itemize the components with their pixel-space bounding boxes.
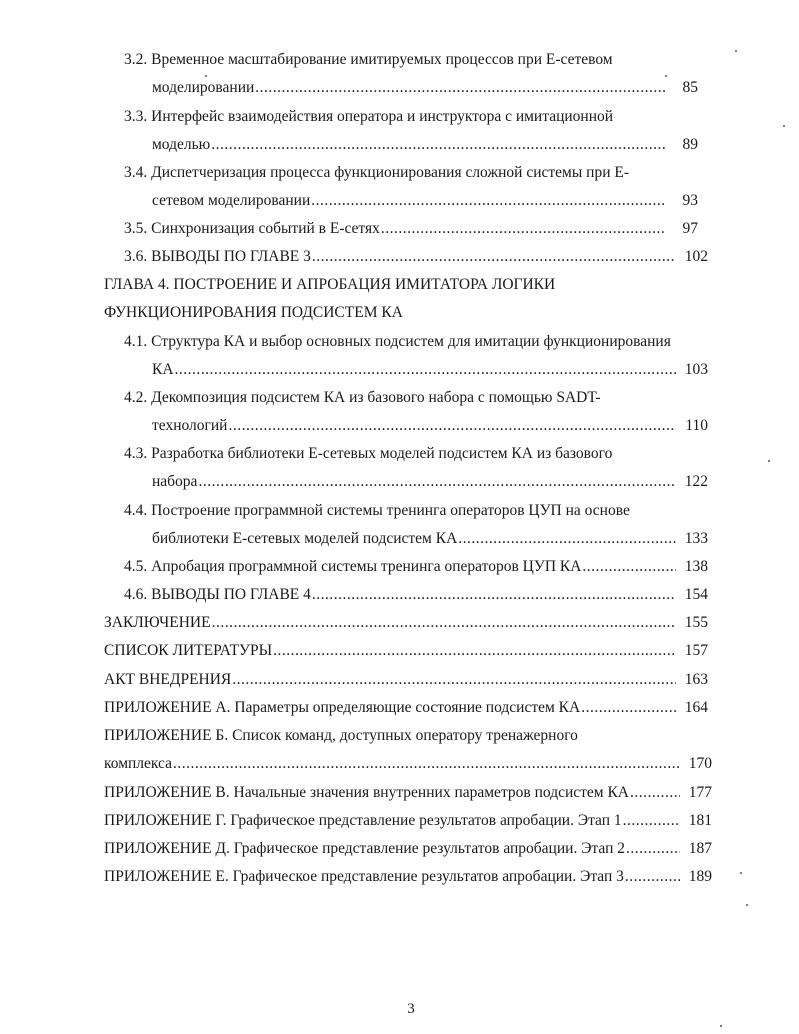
toc-entry-text: 4.5. Апробация программной системы тренинга операторов ЦУП КА bbox=[124, 558, 582, 575]
toc-page-number: 157 bbox=[684, 642, 708, 659]
toc-page-number: 187 bbox=[688, 840, 712, 857]
leader-dots bbox=[273, 640, 676, 662]
leader-dots bbox=[228, 415, 676, 437]
scan-speck bbox=[746, 904, 748, 906]
toc-entry-text: КА bbox=[152, 361, 174, 378]
toc-entry-3-5[interactable] bbox=[124, 218, 698, 240]
leader-dots bbox=[232, 669, 676, 691]
scan-speck bbox=[665, 75, 667, 77]
toc-page-number: 85 bbox=[682, 79, 698, 96]
leader-dots bbox=[211, 134, 666, 156]
toc-entry-4-1-title: 4.1. Структура КА и выбор основных подсистем для имитации функционирования bbox=[124, 333, 671, 350]
toc-entry-text: сетевом моделировании bbox=[152, 192, 311, 209]
toc-entry-3-4[interactable] bbox=[152, 190, 698, 212]
toc-entry-text: комплекса bbox=[104, 755, 173, 772]
page-number: 3 bbox=[407, 1001, 415, 1017]
toc-page-number: 170 bbox=[688, 755, 712, 772]
scan-speck bbox=[720, 1025, 722, 1027]
toc-entry-text: технологий bbox=[152, 417, 228, 434]
toc-entry-appendix-e[interactable] bbox=[104, 866, 712, 888]
toc-entry-appendix-v[interactable] bbox=[104, 782, 712, 804]
leader-dots bbox=[311, 190, 666, 212]
toc-page-number: 189 bbox=[688, 868, 712, 885]
leader-dots bbox=[625, 866, 680, 888]
scan-speck bbox=[768, 460, 770, 462]
toc-entry-text: библиотеки Е-сетевых моделей подсистем КА bbox=[152, 530, 458, 547]
toc-entry-conclusion[interactable] bbox=[104, 612, 708, 634]
toc-entry-text: набора bbox=[152, 473, 198, 490]
toc-page-number: 93 bbox=[682, 192, 698, 209]
toc-page-number: 133 bbox=[684, 530, 708, 547]
leader-dots bbox=[255, 77, 666, 99]
toc-entry-references[interactable] bbox=[104, 640, 708, 662]
toc-entry-appendix-b[interactable] bbox=[104, 753, 712, 775]
toc-entry-4-3[interactable] bbox=[152, 471, 708, 493]
toc-page-number: 122 bbox=[684, 473, 708, 490]
toc-entry-appendix-a[interactable] bbox=[104, 697, 708, 719]
toc-entry-text: АКТ ВНЕДРЕНИЯ bbox=[104, 671, 232, 688]
scan-speck bbox=[735, 50, 737, 52]
toc-page-number: 181 bbox=[688, 812, 712, 829]
toc-entry-text: 3.5. Синхронизация событий в Е-сетях bbox=[124, 220, 380, 237]
chapter-4-heading[interactable]: ГЛАВА 4. ПОСТРОЕНИЕ И АПРОБАЦИЯ ИМИТАТОРА ЛОГИКИ bbox=[104, 276, 556, 293]
leader-dots bbox=[381, 218, 666, 240]
scan-speck bbox=[783, 125, 785, 127]
leader-dots bbox=[175, 359, 676, 381]
toc-entry-3-6[interactable] bbox=[124, 246, 708, 268]
toc-entry-4-6[interactable] bbox=[124, 584, 708, 606]
toc-entry-text: моделью bbox=[152, 136, 211, 153]
toc-entry-4-3-title: 4.3. Разработка библиотеки Е-сетевых моделей подсистем КА из базового bbox=[124, 445, 613, 462]
leader-dots bbox=[212, 612, 676, 634]
toc-entry-4-5[interactable] bbox=[124, 556, 708, 578]
leader-dots bbox=[581, 697, 676, 719]
toc-entry-text: моделировании bbox=[152, 79, 255, 96]
toc-entry-text: СПИСОК ЛИТЕРАТУРЫ bbox=[104, 642, 273, 659]
toc-entry-4-1[interactable] bbox=[152, 359, 708, 381]
leader-dots bbox=[312, 584, 676, 606]
toc-page-number: 163 bbox=[684, 671, 708, 688]
leader-dots bbox=[173, 753, 680, 775]
leader-dots bbox=[312, 246, 676, 268]
toc-entry-text: ПРИЛОЖЕНИЕ Е. Графическое представление результатов апробации. Этап 3 bbox=[104, 868, 624, 885]
toc-entry-appendix-d[interactable] bbox=[104, 838, 712, 860]
toc-page-number: 177 bbox=[688, 784, 712, 801]
toc-page-number: 97 bbox=[682, 220, 698, 237]
toc-entry-4-2[interactable] bbox=[152, 415, 708, 437]
leader-dots bbox=[630, 782, 680, 804]
toc-entry-text: ПРИЛОЖЕНИЕ В. Начальные значения внутренних параметров подсистем КА bbox=[104, 784, 630, 801]
toc-page-number: 103 bbox=[684, 361, 708, 378]
leader-dots bbox=[582, 556, 676, 578]
toc-entry-3-4-title: 3.4. Диспетчеризация процесса функционирования сложной системы при Е- bbox=[124, 164, 629, 181]
toc-page-number: 102 bbox=[684, 248, 708, 265]
toc-entry-text: 4.6. ВЫВОДЫ ПО ГЛАВЕ 4 bbox=[124, 586, 311, 603]
leader-dots bbox=[626, 838, 680, 860]
toc-entry-4-4-title: 4.4. Построение программной системы тренинга операторов ЦУП на основе bbox=[124, 502, 630, 519]
leader-dots bbox=[623, 810, 680, 832]
scan-speck bbox=[205, 75, 207, 77]
toc-entry-3-2-title: 3.2. Временное масштабирование имитируемых процессов при Е-сетевом bbox=[124, 51, 613, 68]
toc-entry-3-2[interactable] bbox=[152, 77, 698, 99]
toc-entry-3-3-title: 3.3. Интерфейс взаимодействия оператора и инструктора с имитационной bbox=[124, 108, 614, 125]
toc-entry-text: ЗАКЛЮЧЕНИЕ bbox=[104, 614, 211, 631]
toc-entry-text: ПРИЛОЖЕНИЕ А. Параметры определяющие состояние подсистем КА bbox=[104, 699, 581, 716]
toc-entry-4-4[interactable] bbox=[152, 528, 708, 550]
toc-page-number: 154 bbox=[684, 586, 708, 603]
toc-entry-appendix-b-title: ПРИЛОЖЕНИЕ Б. Список команд, доступных оператору тренажерного bbox=[104, 727, 578, 744]
toc-entry-text: ПРИЛОЖЕНИЕ Г. Графическое представление результатов апробации. Этап 1 bbox=[104, 812, 622, 829]
toc-entry-appendix-g[interactable] bbox=[104, 810, 712, 832]
leader-dots bbox=[198, 471, 676, 493]
toc-page-number: 89 bbox=[682, 136, 698, 153]
scan-speck bbox=[740, 872, 742, 874]
toc-entry-4-2-title: 4.2. Декомпозиция подсистем КА из базового набора с помощью SADT- bbox=[124, 389, 601, 406]
chapter-4-heading-cont: ФУНКЦИОНИРОВАНИЯ ПОДСИСТЕМ КА bbox=[104, 304, 403, 321]
toc-page-number: 155 bbox=[684, 614, 708, 631]
leader-dots bbox=[458, 528, 676, 550]
toc-entry-3-3[interactable] bbox=[152, 134, 698, 156]
toc-page-number: 164 bbox=[684, 699, 708, 716]
toc-entry-implementation-act[interactable] bbox=[104, 669, 708, 691]
toc-entry-text: 3.6. ВЫВОДЫ ПО ГЛАВЕ 3 bbox=[124, 248, 311, 265]
toc-entry-text: ПРИЛОЖЕНИЕ Д. Графическое представление результатов апробации. Этап 2 bbox=[104, 840, 625, 857]
toc-page-number: 110 bbox=[685, 417, 708, 434]
toc-page-number: 138 bbox=[684, 558, 708, 575]
